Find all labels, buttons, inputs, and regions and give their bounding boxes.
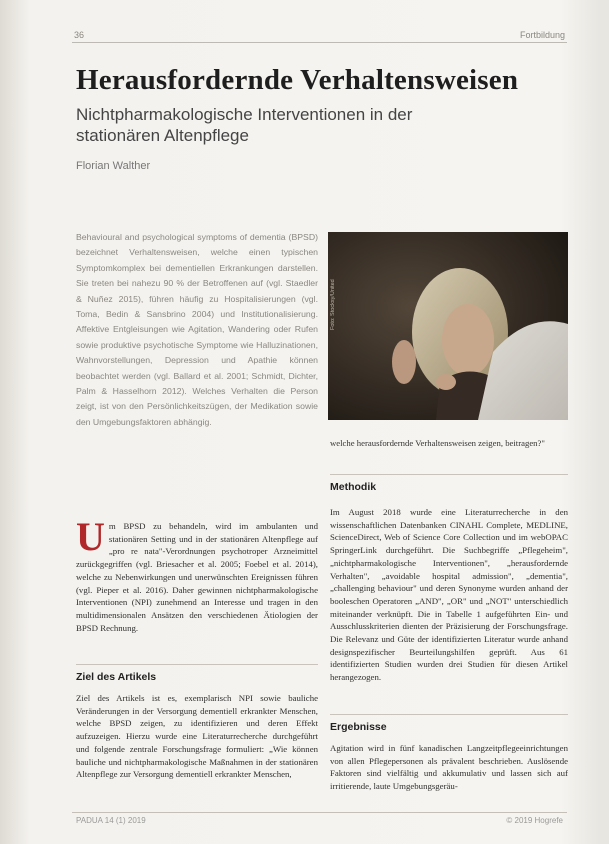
header-rule (72, 42, 567, 43)
section-header-ergebnisse (330, 714, 568, 733)
abstract-text: Behavioural and psychological symptoms of dementia (BPSD) bezeichnet Verhaltensweisen, welche einen typischen Symptomkomplex bei dementiellen Erkrankungen darstellen. Sie treten bei nahezu 90 % der Betroffenen auf (vgl. Staedler & Nuñez 2015), führen häufig zu Hospitalisierungen (vgl. Toma, Bedin & Sansbrino 2004) und Institutionalisierung. Affektive Entgleisungen wie Agitation, Wandering oder Rufen sowie produktive psychotische Symptome wie Halluzinationen, Wahnvorstellungen, Depression und Apathie können beobachtet werden (vgl. Ballard et al. 2001; Schmidt, Dichter, Palm & Hasselhorn 2012). Welches Verhalten die Person zeigt, ist von den Persönlichkeitszügen, der Medikation sowie den Umgebungsfaktoren abhängig. (76, 232, 318, 427)
ergebnisse-heading: Ergebnisse (330, 721, 387, 733)
section-label: Fortbildung (519, 30, 565, 40)
methodik-text: Im August 2018 wurde eine Literaturrecherche in den wissenschaftlichen Datenbanken CINAHL Complete, MEDLINE, ScienceDirect, Web of Science Core Collection und im webOPAC SpringerLink durchgeführt. Die Suchbegriffe „Pflegeheim", „nichtpharmakologische Interventionen", „herausfordernde Verhalten", „avoidable hospital admission", „dementia", „challenging behaviour" und deren Synonyme wurden anhand der booleschen Operatoren „AND", „OR" und „NOT" unterschiedlich miteinander verknüpft. Die in Tabelle 1 aufgeführten Ein- und Ausschlusskriterien dienten der Präzisierung der Forschungsfrage. Die Relevanz und Güte der identifizierten Literatur wurde anhand designspezifischer Beurteilungshilfen geprüft. Aus 61 identifizierten Studien wurden drei Studien für diesen Artikel herangezogen. (330, 507, 568, 683)
intro-paragraph (76, 514, 318, 634)
ergebnisse-text: Agitation wird in fünf kanadischen Langzeitpflegeeinrichtungen von allen Pflegepersonen als prävalent beschrieben. Auslösende Faktoren sind vielfältig und akkumulativ und lassen sich auf irritierende, laute Umgebungsgeräu- (330, 743, 568, 792)
photo-caption: welche herausfordernde Verhaltensweisen zeigen, beitragen?" (330, 437, 545, 448)
page-number: 36 (74, 30, 85, 40)
section-header-ziel (76, 664, 318, 683)
ziel-heading: Ziel des Artikels (76, 671, 157, 683)
footer-journal: PADUA 14 (1) 2019 (76, 816, 146, 825)
footer-copyright: © 2019 Hogrefe (506, 816, 563, 825)
article-subtitle: Nichtpharmakologische Interventionen in der stationären Altenpflege (76, 105, 413, 145)
methodik-heading: Methodik (330, 481, 377, 493)
intro-text: m BPSD zu behandeln, wird im ambulanten und stationären Setting und in der stationären Altenpflege auf „pro re nata"-Verordnungen psychotroper Arzneimittel zurückgegriffen (vgl. Briesacher et al. 2005; Foebel et al. 2014), welche zu Nebenwirkungen und unerwünschten Ereignissen führen (vgl. Pieper et al. 2016). Daher gewinnen nichtpharmakologische Interventionen (NPI) zunehmend an Interesse und tragen in den multidimensionalen Ansätzen den verschiedenen Ätiologien der BPSD Rechnung. (76, 521, 318, 633)
photo-credit: Foto: Stocksy/United (330, 279, 336, 330)
section-header-methodik (330, 474, 568, 493)
article-title: Herausfordernde Verhaltensweisen (76, 64, 519, 96)
article-photo (328, 232, 568, 420)
ziel-text: Ziel des Artikels ist es, exemplarisch NPI sowie bauliche Veränderungen in der Versorgung dementiell erkrankter Menschen, welche BPSD zeigen, zu identifizieren und deren Effekt aufzuzeigen. Hierzu wurde eine Literaturrecherche durchgeführt und folgende zentrale Forschungsfrage formuliert: „Wie können bauliche und nichtpharmakologische Maßnahmen in der stationären Altenpflege zur Versorgung dementiell erkrankter Menschen, (76, 693, 318, 780)
article-author: Florian Walther (76, 160, 151, 172)
drop-cap: U (76, 514, 105, 559)
footer-rule (72, 812, 567, 813)
photo-illustration (328, 232, 568, 420)
